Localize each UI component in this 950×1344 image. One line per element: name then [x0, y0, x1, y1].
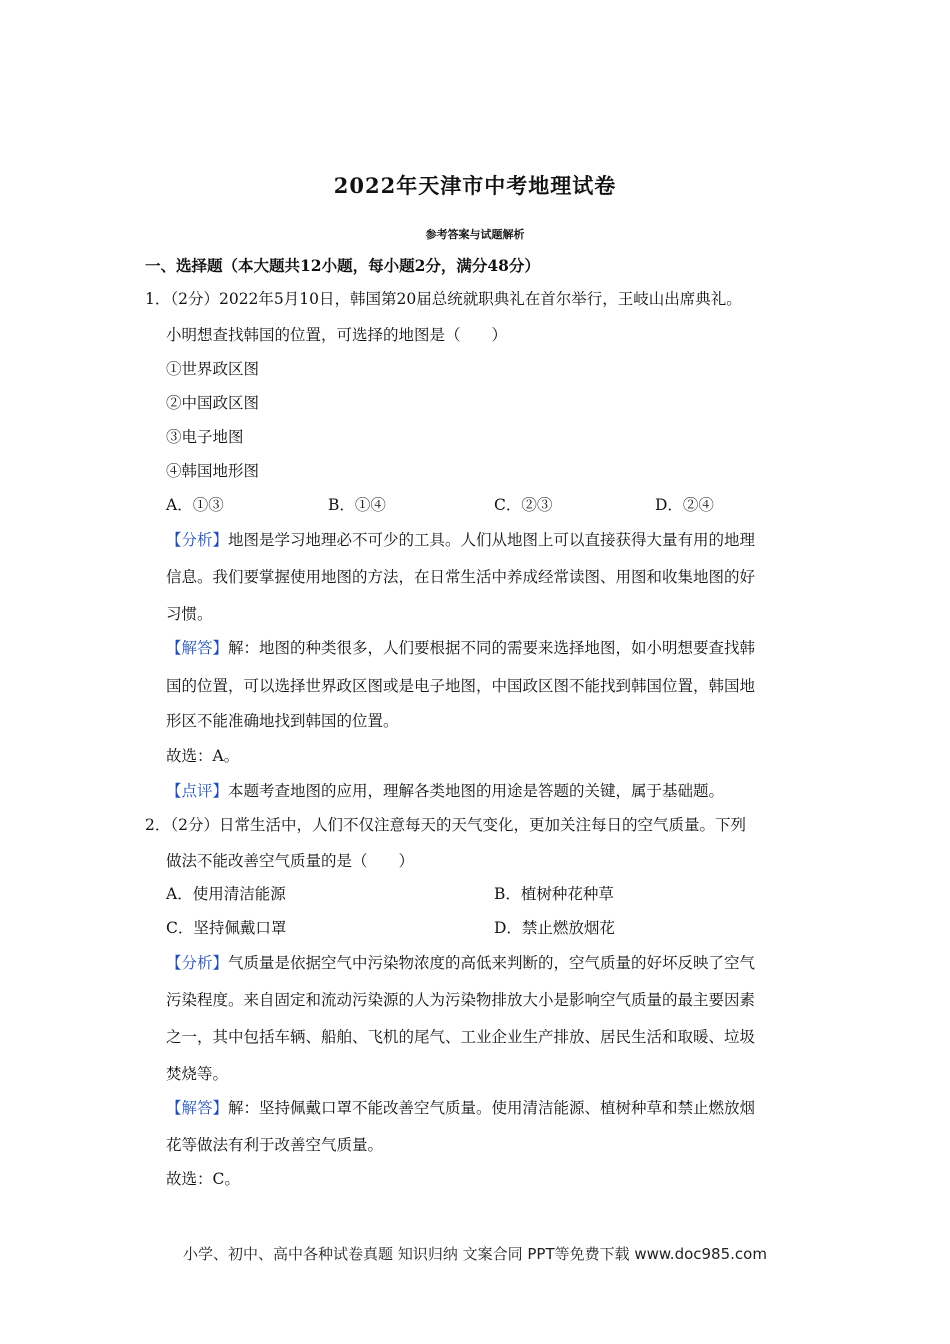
q2-analysis-text1: 气质量是依据空气中污染物浓度的高低来判断的，空气质量的好坏反映了空气 — [228, 954, 756, 972]
q2-option-b: B．植树种花种草 — [494, 885, 614, 903]
q2-answer-line2: 花等做法有利于改善空气质量。 — [166, 1136, 384, 1154]
page-subtitle: 参考答案与试题解析 — [425, 228, 525, 241]
page-footer: 小学、初中、高中各种试卷真题 知识归纳 文案合同 PPT等免费下载 www.doc985.com — [183, 1245, 767, 1263]
q1-choice: 故选：A。 — [166, 747, 240, 765]
page-title: 2022年天津市中考地理试卷 — [333, 173, 617, 198]
q1-stem-line1: 1．（2分）2022年5月10日，韩国第20届总统就职典礼在首尔举行，王岐山出席典礼。 — [145, 290, 742, 308]
q1-item-4: ④韩国地形图 — [166, 462, 260, 480]
q1-item-2: ②中国政区图 — [166, 394, 260, 412]
q2-analysis-line1 — [166, 952, 755, 974]
q2-analysis-line3: 之一，其中包括车辆、船舶、飞机的尾气、工业企业生产排放、居民生活和取暖、垃圾 — [166, 1028, 756, 1046]
q1-answer-line1 — [166, 637, 755, 659]
q2-analysis-tag: 【分析】 — [166, 954, 229, 972]
q2-stem-line1: 2．（2分）日常生活中，人们不仅注意每天的天气变化，更加关注每日的空气质量。下列 — [145, 816, 746, 834]
q1-option-b: B．①④ — [328, 496, 386, 514]
q2-option-a: A．使用清洁能源 — [166, 885, 286, 903]
q1-item-3: ③电子地图 — [166, 428, 244, 446]
q1-answer-line3: 形区不能准确地找到韩国的位置。 — [166, 712, 399, 730]
q1-analysis-tag: 【分析】 — [166, 531, 229, 549]
q2-option-d: D．禁止燃放烟花 — [494, 919, 615, 937]
q2-answer-tag: 【解答】 — [166, 1099, 229, 1117]
q2-stem-line2: 做法不能改善空气质量的是（ ） — [166, 852, 415, 870]
section-heading: 一、选择题（本大题共12小题，每小题2分，满分48分） — [145, 256, 540, 275]
q1-analysis-line3: 习惯。 — [166, 605, 213, 623]
q1-comment-tag: 【点评】 — [166, 782, 229, 800]
q1-answer-line2: 国的位置，可以选择世界政区图或是电子地图，中国政区图不能找到韩国位置，韩国地 — [166, 677, 756, 695]
q1-option-d: D．②④ — [655, 496, 714, 514]
q2-option-c: C．坚持佩戴口罩 — [166, 919, 287, 937]
q1-analysis-text1: 地图是学习地理必不可少的工具。人们从地图上可以直接获得大量有用的地理 — [228, 531, 756, 549]
q1-stem-line2: 小明想查找韩国的位置，可选择的地图是（ ） — [166, 326, 508, 344]
q1-comment-line — [166, 780, 724, 802]
q2-analysis-line4: 焚烧等。 — [166, 1065, 229, 1083]
q1-analysis-line1 — [166, 529, 755, 551]
q1-option-a: A．①③ — [166, 496, 224, 514]
q2-answer-line1 — [166, 1097, 755, 1119]
q2-analysis-line2: 污染程度。来自固定和流动污染源的人为污染物排放大小是影响空气质量的最主要因素 — [166, 991, 756, 1009]
q1-analysis-line2: 信息。我们要掌握使用地图的方法，在日常生活中养成经常读图、用图和收集地图的好 — [166, 568, 756, 586]
q1-answer-text1: 解：地图的种类很多，人们要根据不同的需要来选择地图，如小明想要查找韩 — [228, 639, 756, 657]
q1-item-1: ①世界政区图 — [166, 360, 260, 378]
q1-option-c: C．②③ — [494, 496, 553, 514]
q2-answer-text1: 解：坚持佩戴口罩不能改善空气质量。使用清洁能源、植树种草和禁止燃放烟 — [228, 1099, 756, 1117]
q1-comment-text: 本题考查地图的应用，理解各类地图的用途是答题的关键，属于基础题。 — [228, 782, 725, 800]
q1-answer-tag: 【解答】 — [166, 639, 229, 657]
q2-choice: 故选：C。 — [166, 1170, 240, 1188]
